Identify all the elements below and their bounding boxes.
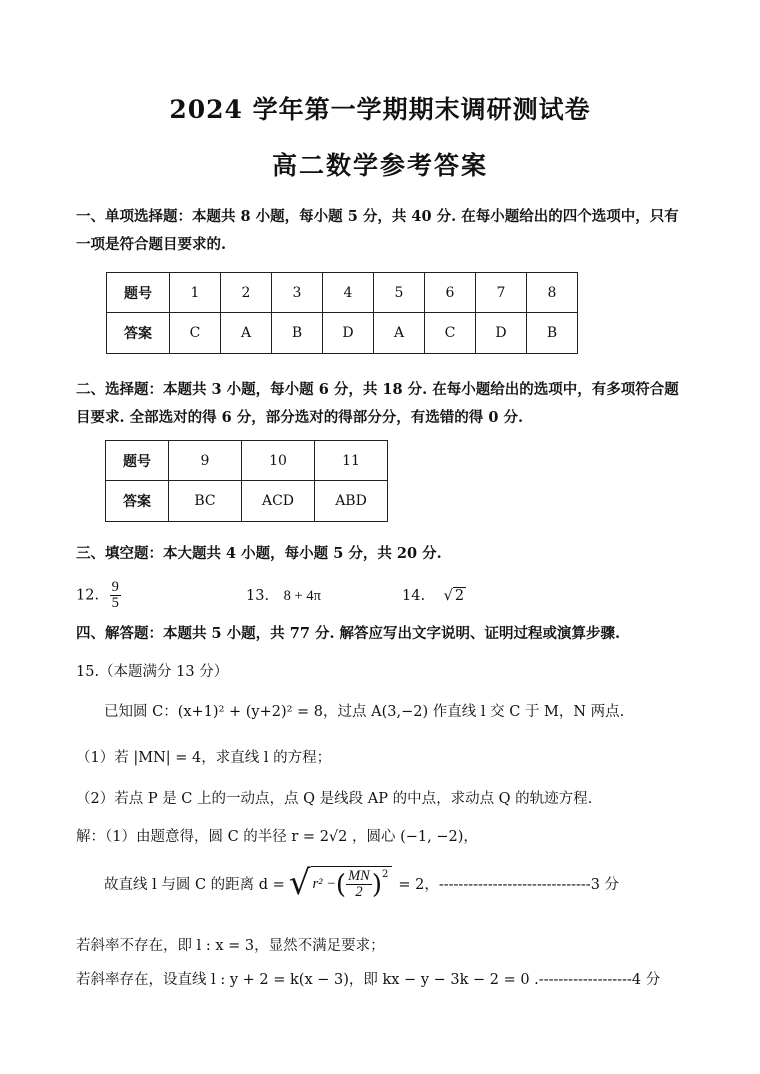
answer-cell: B [527,313,578,354]
q12-fraction [110,580,121,611]
question-number: 9 [169,441,242,481]
question-number: 6 [425,273,476,313]
question-number: 8 [527,273,578,313]
q15-stem: 已知圆 C：(x+1)² + (y+2)² = 8，过点 A(3,−2) 作直线 l 交 C 于 M，N 两点. [104,704,625,720]
answer-12 [76,580,121,611]
solution-line-4: 若斜率存在，设直线 l : y + 2 = k(x − 3)，即 kx − y − 3k − 2 = 0 .-------------------4 分 [76,972,661,988]
answer-14 [402,582,466,610]
answer-cell: D [323,313,374,354]
part4-heading: 四、解答题：本题共 5 小题，共 77 分. 解答应写出文字说明、证明过程或演算步骤. [76,625,621,642]
q14-sqrt: √ 2 [443,588,465,604]
part2-answer-table [105,440,388,522]
question-number: 10 [242,441,315,481]
answer-cell: BC [169,481,242,522]
frac-numerator: MN [348,868,370,884]
document-title: 2024 学年第一学期期末调研测试卷 [169,95,591,124]
question-number: 7 [476,273,527,313]
answer-13 [246,582,321,610]
row-label-answer: 答案 [107,313,170,354]
q12-denominator: 5 [111,595,119,612]
solution-line-3: 若斜率不存在，即 l : x = 3，显然不满足要求； [76,938,385,954]
question-number: 2 [221,273,272,313]
q12-numerator: 9 [111,579,119,595]
right-paren: ) [371,869,382,900]
part2-heading-line1: 二、选择题：本题共 3 小题，每小题 6 分，共 18 分. 在每小题给出的选项中，有多项符合题 [76,381,679,398]
row-label-question: 题号 [107,273,170,313]
answer-cell: A [374,313,425,354]
row-label-answer: 答案 [106,481,169,522]
q15-part1: （1）若 |MN| = 4，求直线 l 的方程； [76,750,332,766]
solution-line-1: 解：（1）由题意得，圆 C 的半径 r = 2√2 ，圆心 (−1, −2)， [76,829,478,845]
answer-cell: ABD [315,481,388,522]
q15-header: 15.（本题满分 13 分） [76,664,229,680]
q13-label: 13. [246,588,270,604]
q15-part2: （2）若点 P 是 C 上的一动点，点 Q 是线段 AP 的中点，求动点 Q 的轨迹方程. [76,791,593,807]
q14-radicand: 2 [454,588,465,604]
radicand-text: r² − [312,876,336,893]
distance-result: = 2，-------------------------------3 分 [398,876,620,893]
answer-cell: C [425,313,476,354]
sqrt-radicand [311,866,393,900]
question-number: 1 [170,273,221,313]
q14-label: 14. [402,588,426,604]
row-label-question: 题号 [106,441,169,481]
document-subtitle: 高二数学参考答案 [271,151,488,180]
question-number: 11 [315,441,388,481]
answer-cell: ACD [242,481,315,522]
part3-heading: 三、填空题：本大题共 4 小题，每小题 5 分，共 20 分. [76,545,442,562]
exponent: 2 [381,869,389,880]
answer-cell: B [272,313,323,354]
part1-heading-line1: 一、单项选择题：本题共 8 小题，每小题 5 分，共 40 分. 在每小题给出的四个选项中，只有 [76,208,679,225]
part1-answer-table [106,272,578,354]
question-number: 3 [272,273,323,313]
part1-heading-line2: 一项是符合题目要求的. [76,236,227,253]
sqrt-sign: √ [288,863,311,904]
distance-text: 故直线 l 与圆 C 的距离 d = [104,876,285,893]
solution-line-2 [104,863,620,904]
answer-cell: A [221,313,272,354]
mn-over-2 [346,869,372,900]
part2-heading-line2: 目要求. 全部选对的得 6 分，部分选对的得部分分，有选错的得 0 分. [76,409,524,426]
question-number: 5 [374,273,425,313]
frac-denominator: 2 [355,884,363,901]
answer-cell: D [476,313,527,354]
answer-cell: C [170,313,221,354]
q13-value: 8 + 4π [283,588,321,604]
question-number: 4 [323,273,374,313]
q12-label: 12. [76,587,100,604]
left-paren: ( [335,869,347,900]
